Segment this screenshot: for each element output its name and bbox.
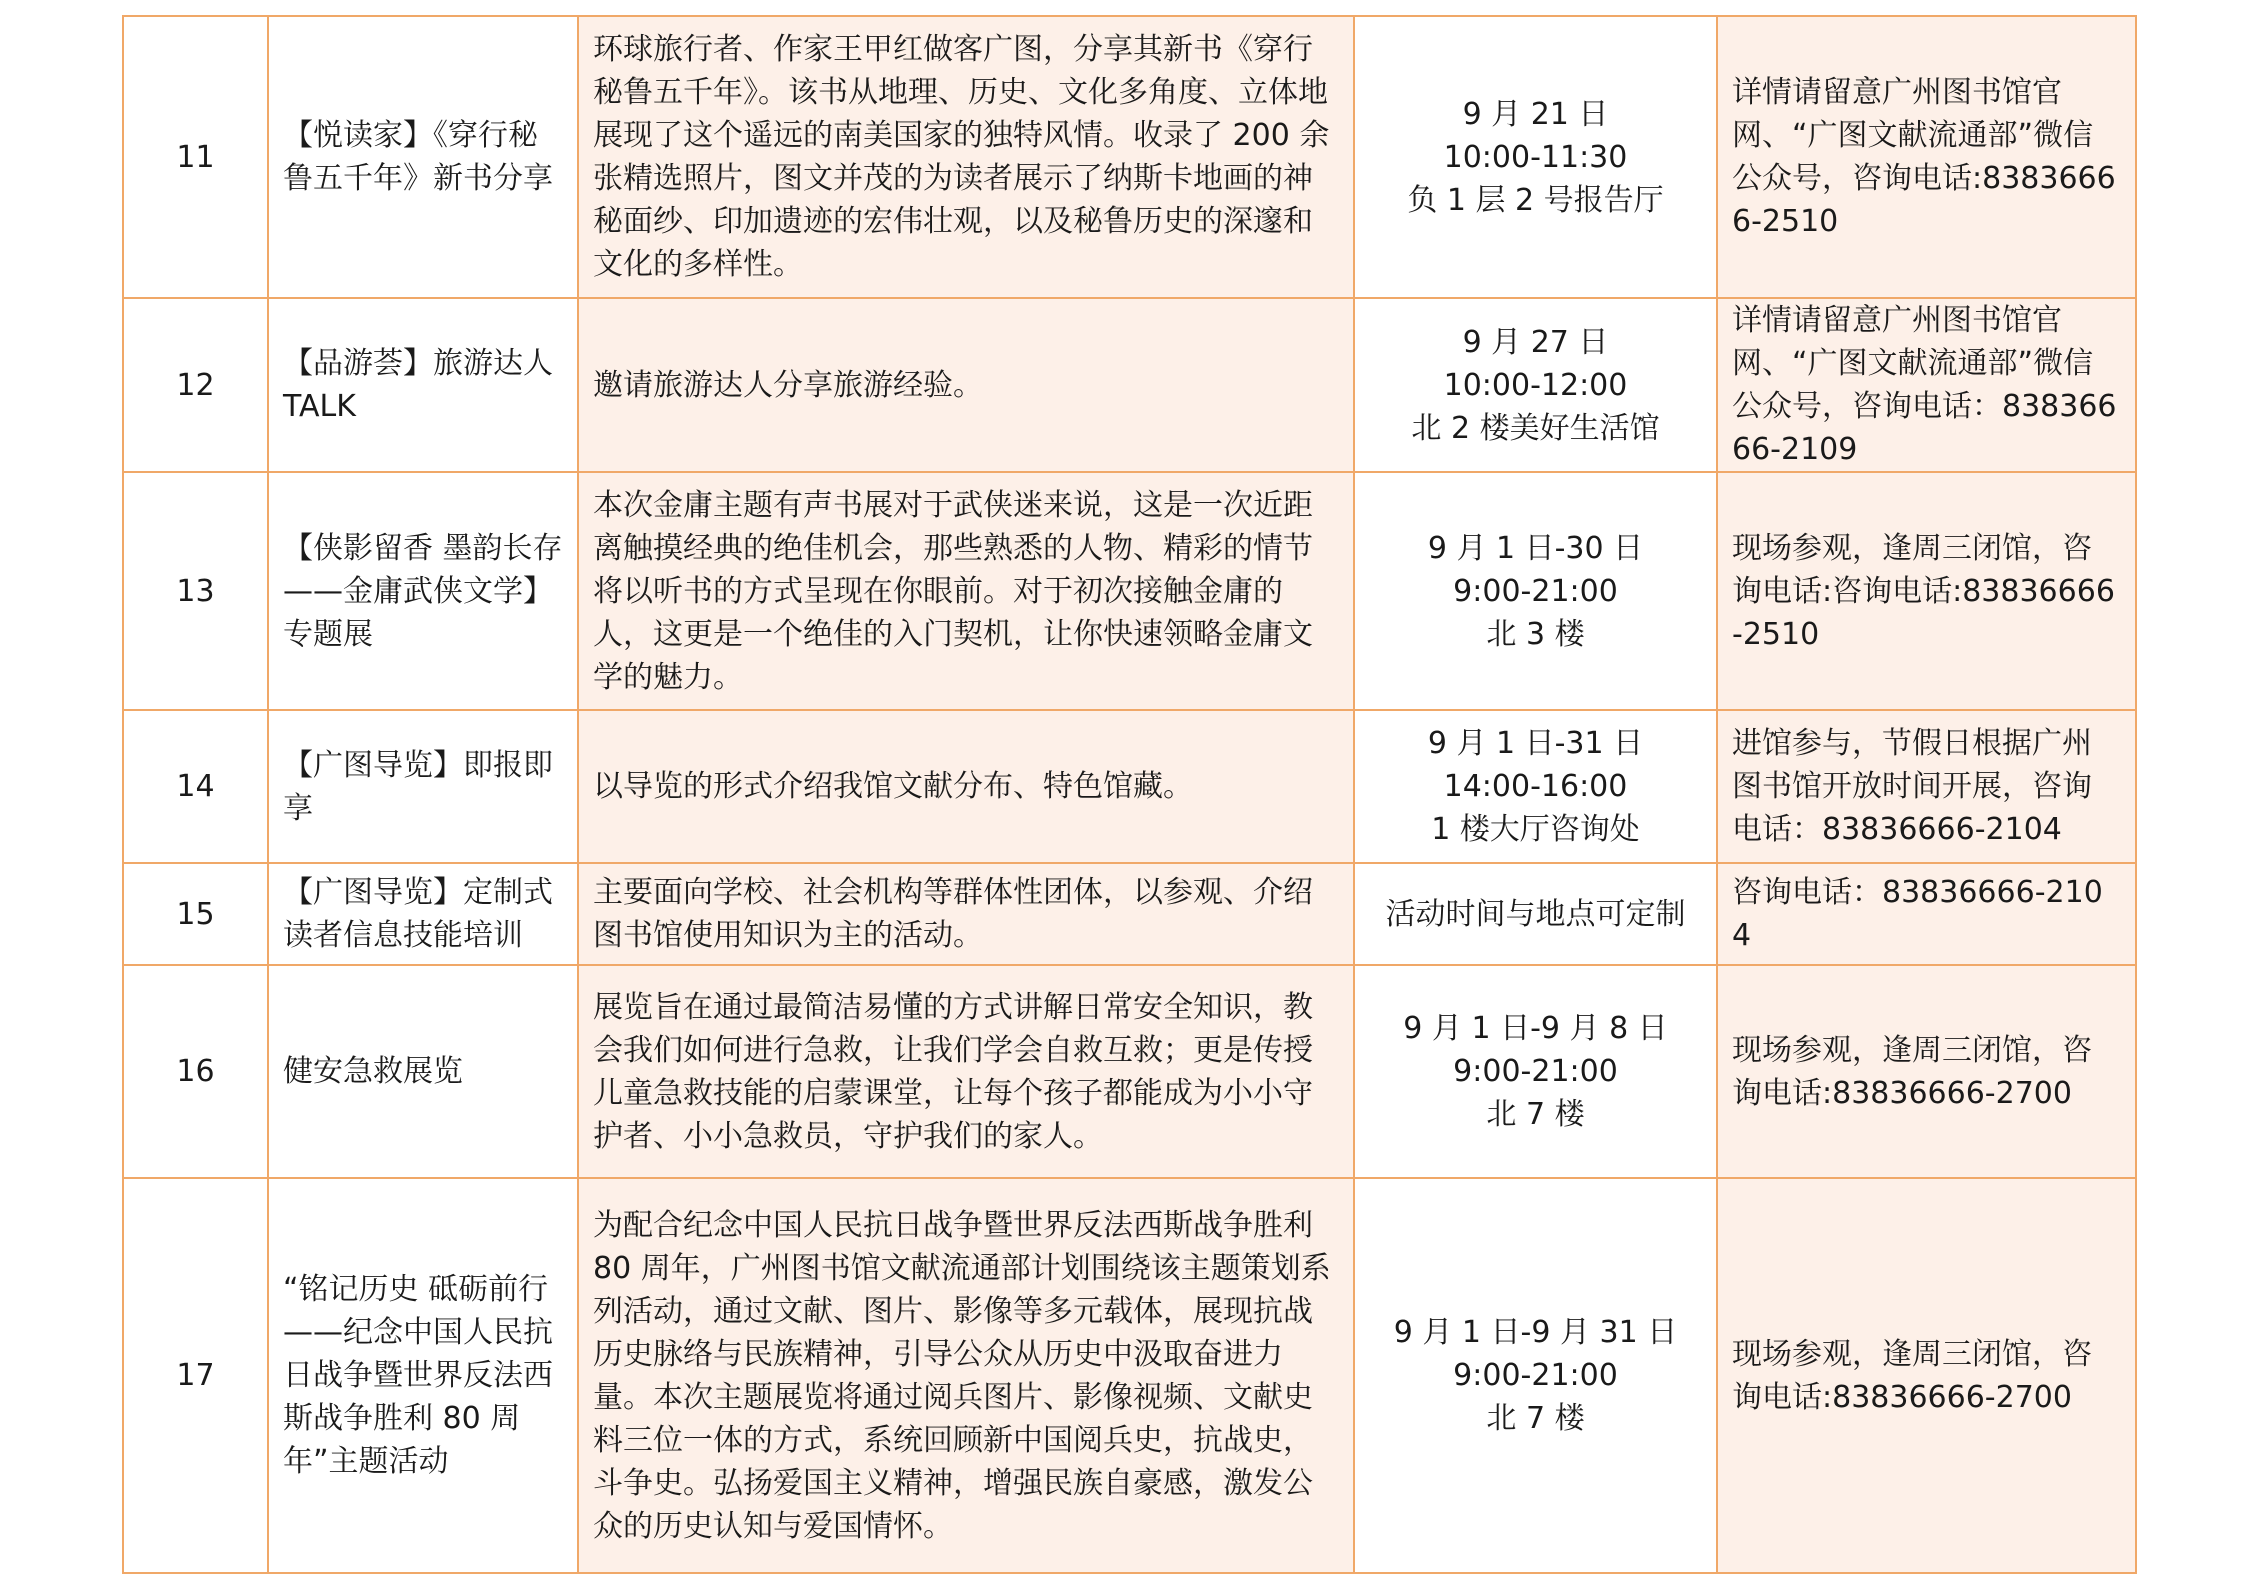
activity-note: 现场参观，逢周三闭馆，咨询电话:咨询电话:83836666-2510 xyxy=(1717,472,2136,710)
activity-date: 9 月 1 日-9 月 8 日 xyxy=(1403,1011,1668,1046)
activity-name: 【侠影留香 墨韵长存——金庸武侠文学】专题展 xyxy=(268,472,578,710)
activity-description: 环球旅行者、作家王甲红做客广图，分享其新书《穿行秘鲁五千年》。该书从地理、历史、文化多角度、立体地展现了这个遥远的南美国家的独特风情。收录了 200 余张精选照片，图文并茂的为读者展示了纳斯卡地画的神秘面纱、印加遗迹的宏伟壮观，以及秘鲁历史的深邃和文化的多样性。 xyxy=(578,16,1354,298)
activity-location: 北 3 楼 xyxy=(1486,616,1585,652)
activity-hours: 9:00-21:00 xyxy=(1453,573,1618,609)
table-row xyxy=(123,472,2136,710)
table-row xyxy=(123,298,2136,472)
row-number: 12 xyxy=(123,298,268,472)
activity-date: 9 月 1 日-30 日 xyxy=(1427,530,1644,566)
activity-time-location xyxy=(1354,298,1717,472)
table-row xyxy=(123,710,2136,863)
activity-date: 9 月 1 日-9 月 31 日 xyxy=(1393,1315,1678,1350)
row-number: 14 xyxy=(123,710,268,863)
activity-description: 以导览的形式介绍我馆文献分布、特色馆藏。 xyxy=(578,710,1354,863)
activity-note: 进馆参与，节假日根据广州图书馆开放时间开展，咨询电话：83836666-2104 xyxy=(1717,710,2136,863)
activity-description: 主要面向学校、社会机构等群体性团体，以参观、介绍图书馆使用知识为主的活动。 xyxy=(578,863,1354,965)
activity-date: 9 月 21 日 xyxy=(1462,96,1609,132)
activity-location: 1 楼大厅咨询处 xyxy=(1431,812,1640,847)
activity-name: “铭记历史 砥砺前行——纪念中国人民抗日战争暨世界反法西斯战争胜利 80 周年”主题活动 xyxy=(268,1178,578,1573)
activity-time-location xyxy=(1354,965,1717,1178)
activity-description: 为配合纪念中国人民抗日战争暨世界反法西斯战争胜利 80 周年，广州图书馆文献流通部计划围绕该主题策划系列活动，通过文献、图片、影像等多元载体，展现抗战历史脉络与民族精神，引导公众从历史中汲取奋进力量。本次主题展览将通过阅兵图片、影像视频、文献史料三位一体的方式，系统回顾新中国阅兵史，抗战史，斗争史。弘扬爱国主义精神，增强民族自豪感，激发公众的历史认知与爱国情怀。 xyxy=(578,1178,1354,1573)
activity-time-location xyxy=(1354,472,1717,710)
activity-location: 北 7 楼 xyxy=(1486,1401,1585,1436)
activity-location: 北 7 楼 xyxy=(1486,1097,1585,1132)
activity-time-note: 活动时间与地点可定制 xyxy=(1385,896,1686,932)
activity-hours: 9:00-21:00 xyxy=(1453,1358,1618,1393)
table-row xyxy=(123,965,2136,1178)
row-number: 16 xyxy=(123,965,268,1178)
activity-table xyxy=(122,15,2137,1574)
activity-date: 9 月 27 日 xyxy=(1462,324,1609,360)
activity-name: 【悦读家】《穿行秘鲁五千年》新书分享 xyxy=(268,16,578,298)
activity-description: 展览旨在通过最简洁易懂的方式讲解日常安全知识，教会我们如何进行急救，让我们学会自救互救；更是传授儿童急救技能的启蒙课堂，让每个孩子都能成为小小守护者、小小急救员，守护我们的家人。 xyxy=(578,965,1354,1178)
activity-description: 本次金庸主题有声书展对于武侠迷来说，这是一次近距离触摸经典的绝佳机会，那些熟悉的人物、精彩的情节将以听书的方式呈现在你眼前。对于初次接触金庸的人，这更是一个绝佳的入门契机，让你快速领略金庸文学的魅力。 xyxy=(578,472,1354,710)
activity-hours: 14:00-16:00 xyxy=(1443,769,1628,804)
activity-time-location xyxy=(1354,1178,1717,1573)
table-row xyxy=(123,1178,2136,1573)
row-number: 13 xyxy=(123,472,268,710)
row-number: 11 xyxy=(123,16,268,298)
activity-note: 详情请留意广州图书馆官网、“广图文献流通部”微信公众号，咨询电话:83836666-2510 xyxy=(1717,16,2136,298)
activity-note: 现场参观，逢周三闭馆，咨询电话:83836666-2700 xyxy=(1717,1178,2136,1573)
activity-name: 【广图导览】定制式读者信息技能培训 xyxy=(268,863,578,965)
activity-time-location xyxy=(1354,16,1717,298)
activity-date: 9 月 1 日-31 日 xyxy=(1427,726,1644,761)
row-number: 17 xyxy=(123,1178,268,1573)
activity-name: 【广图导览】即报即享 xyxy=(268,710,578,863)
row-number: 15 xyxy=(123,863,268,965)
activity-name: 【品游荟】旅游达人 TALK xyxy=(268,298,578,472)
activity-description: 邀请旅游达人分享旅游经验。 xyxy=(578,298,1354,472)
activity-time-location xyxy=(1354,710,1717,863)
activity-location: 北 2 楼美好生活馆 xyxy=(1411,410,1660,446)
activity-hours: 9:00-21:00 xyxy=(1453,1054,1618,1089)
activity-note: 现场参观，逢周三闭馆，咨询电话:83836666-2700 xyxy=(1717,965,2136,1178)
activity-note: 咨询电话：83836666-2104 xyxy=(1717,863,2136,965)
activity-hours: 10:00-12:00 xyxy=(1443,367,1628,403)
activity-time-location xyxy=(1354,863,1717,965)
activity-location: 负 1 层 2 号报告厅 xyxy=(1407,182,1664,218)
activity-note: 详情请留意广州图书馆官网、“广图文献流通部”微信公众号，咨询电话：83836666-2109 xyxy=(1717,298,2136,472)
activity-name: 健安急救展览 xyxy=(268,965,578,1178)
table-row xyxy=(123,16,2136,298)
activity-hours: 10:00-11:30 xyxy=(1443,139,1628,175)
table-row xyxy=(123,863,2136,965)
